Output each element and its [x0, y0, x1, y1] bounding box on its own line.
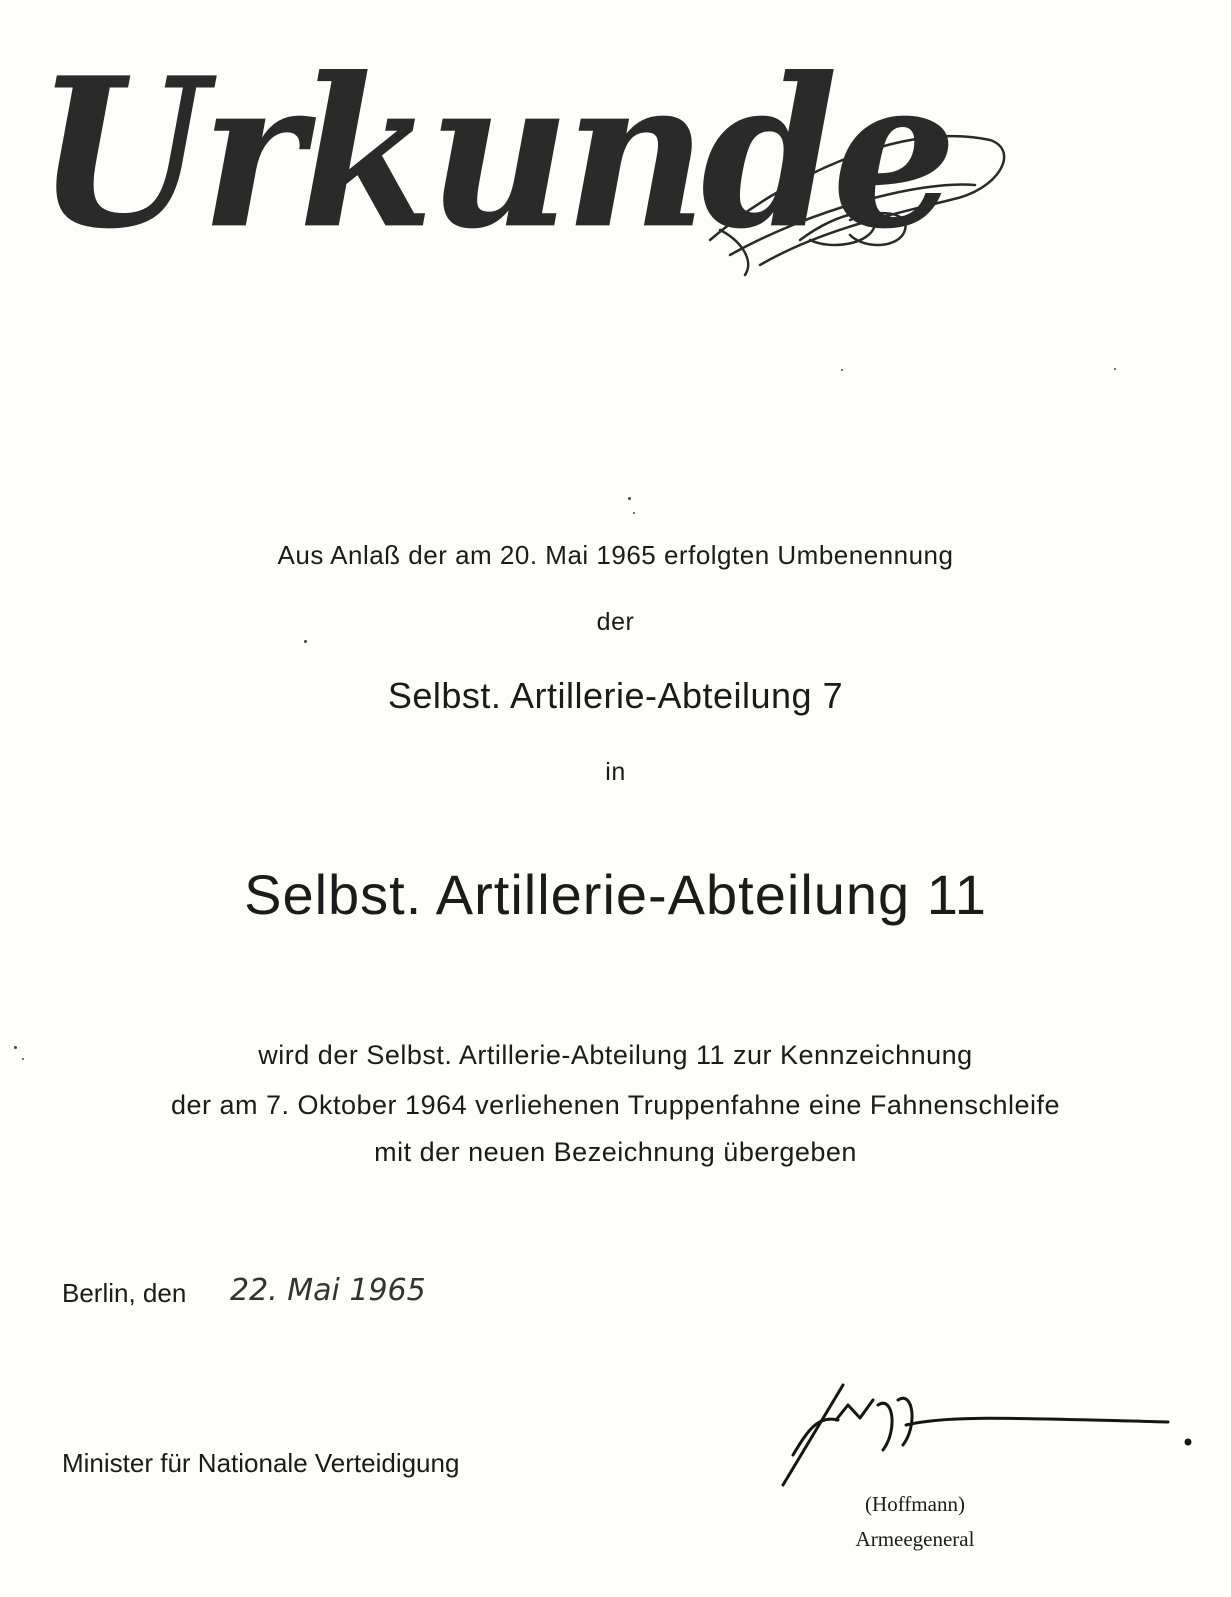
old-unit-name: Selbst. Artillerie-Abteilung 7: [387, 675, 844, 716]
place-label: Berlin, den: [62, 1278, 187, 1308]
paper-speck: [1114, 368, 1116, 370]
paper-speck: [628, 497, 631, 500]
handwritten-date: 22. Mai 1965: [230, 1273, 426, 1308]
body-line-3: mit der neuen Bezeichnung übergeben: [374, 1137, 857, 1167]
body-line-1: wird der Selbst. Artillerie-Abteilung 11 zur Kennzeichnung: [258, 1040, 973, 1070]
signer-name: (Hoffmann): [865, 1492, 965, 1516]
signature-icon: [748, 1360, 1208, 1490]
paper-speck: [841, 369, 843, 371]
certificate-heading: [28, 10, 951, 310]
new-unit-name: Selbst. Artillerie-Abteilung 11: [244, 863, 987, 926]
paper-speck: [22, 1058, 24, 1060]
title-flourish-icon: [700, 90, 1020, 290]
paper-speck: [304, 640, 307, 643]
connector-der: der: [596, 608, 635, 636]
intro-text: Aus Anlaß der am 20. Mai 1965 erfolgten Umbenennung: [277, 540, 954, 570]
certificate-title: Urkunde: [36, 33, 951, 275]
ministry-label: Minister für Nationale Verteidigung: [62, 1448, 460, 1478]
paper-speck: [633, 512, 635, 514]
body-line-2: der am 7. Oktober 1964 verliehenen Truppenfahne eine Fahnenschleife: [170, 1090, 1061, 1120]
connector-in: in: [605, 758, 626, 786]
paper-speck: [14, 1046, 17, 1049]
signer-rank: Armeegeneral: [855, 1527, 975, 1551]
